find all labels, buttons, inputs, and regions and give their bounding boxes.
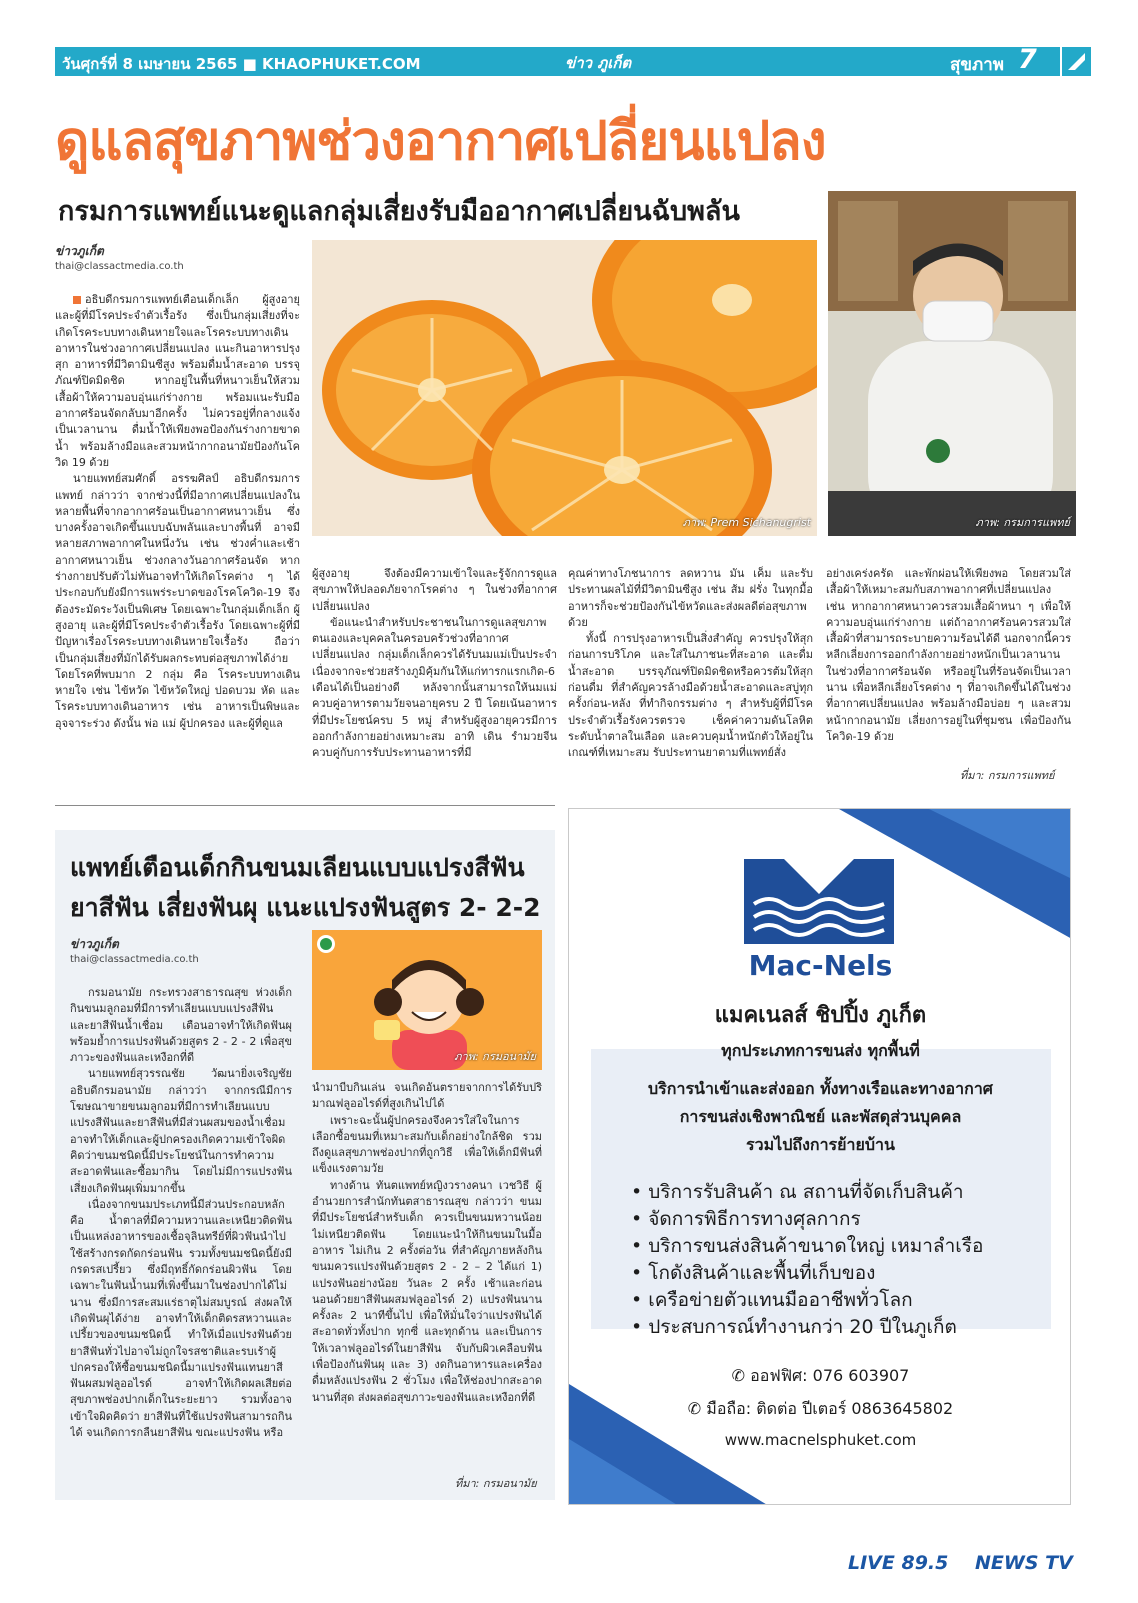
article1-column-3: [568, 566, 813, 792]
ad-desc-3: รวมไปถึงการย้ายบ้าน: [746, 1135, 895, 1154]
doctor-illustration: [828, 191, 1076, 536]
bullet-square-icon: [73, 296, 81, 304]
article2-title-line-2: ยาสีฟัน เสี่ยงฟันผุ แนะแปรงฟันสูตร 2- 2-2: [70, 893, 541, 922]
ad-service-item: • ประสบการณ์ทำงานกว่า 20 ปีในภูเก็ต: [631, 1316, 957, 1338]
article1-column-1: [55, 292, 300, 808]
phone-icon: ✆: [731, 1366, 746, 1385]
footer-news-logo: NEWS TV: [975, 1552, 1073, 1574]
paragraph: นายแพทย์สมศักดิ์ อรรฆศิลป์ อธิบดีกรมการแพทย์ กล่าวว่า จากช่วงนี้ที่มีอากาศเปลี่ยนแปลงในหลายพื้นที่จากอากาศร้อนเป็นอากาศหนาวเย็น ซึ่งบางครั้งอาจเกิดขึ้นแบบฉับพลันและบางพื้นที่ อาจมีหลายสภาพอากาศในหนึ่งวัน เช่น ช่วงค่ำและเช้าอากาศหนาวเย็น ช่วงกลางวันอากาศร้อนจัด หากร่างกายปรับตัวไม่ทันอาจทำให้เกิดโรคต่าง ๆ ได้ ประกอบกับยังมีการแพร่ระบาดของโรคโควิด-19 จึงต้องระมัดระวังเป็นพิเศษ โดยเฉพาะในกลุ่มเด็กเล็ก ผู้สูงอายุ และผู้ที่มีโรคประจำตัวเรื้อรัง โดยเฉพาะผู้ที่มีปัญหาเรื่องโรคระบบทางเดินหายใจเรื้อรัง ถือว่าเป็นกลุ่มเสี่ยงที่มักได้รับผลกระทบต่อสุขภาพได้ง่าย โดยโรคที่พบมาก 2 กลุ่ม คือ โรคระบบทางเดินหายใจ เช่น ไข้หวัด ไข้หวัดใหญ่ ปอดบวม หัด และโรคระบบทางเดินอาหาร เช่น อาหารเป็นพิษและอุจจาระร่วง ดังนั้น พ่อ แม่ ผู้ปกครอง และผู้ที่ดูแล: [55, 472, 300, 730]
ad-mobile-phone[interactable]: ✆ มือถือ: ติดต่อ ปีเตอร์ 0863645802: [687, 1399, 954, 1418]
paragraph: ผู้สูงอายุ จึงต้องมีความเข้าใจและรู้จักการดูแลสุขภาพให้ปลอดภัยจากโรคต่าง ๆ ในช่วงที่อากาศเปลี่ยนแปลง: [312, 567, 557, 613]
photo-credit: ภาพ: กรมการแพทย์: [975, 516, 1070, 529]
footer-live-logo: LIVE 89.5: [848, 1552, 949, 1574]
paragraph: กรมอนามัย กระทรวงสาธารณสุข ห่วงเด็กกินขนมลูกอมที่มีการทำเลียนแบบแปรงสีฟันและยาสีฟันน้ำเชื่อม เตือนอาจทำให้เกิดฟันผุ พร้อมย้ำการแปรงฟันด้วยสูตร 2 - 2 - 2 เพื่อสุขภาวะของฟันและเหงือกที่ดี: [70, 986, 292, 1065]
paragraph: นายแพทย์สุวรรณชัย วัฒนายิ่งเจริญชัย อธิบดีกรมอนามัย กล่าวว่า จากกรณีมีการโฆษณาขายขนมลูกอมที่มีการทำเลียนแบบแปรงสีฟันและยาสีฟันที่มีส่วนผสมของน้ำเชื่อม อาจทำให้เด็กและผู้ปกครองเกิดความเข้าใจผิดคิดว่าขนมชนิดนี้มีประโยชน์ในการทำความสะอาดฟันและซื้อมากิน โดยไม่มีการแปรงฟัน เสี่ยงเกิดฟันผุเพิ่มมากขึ้น: [70, 1067, 292, 1195]
ad-service-item: • จัดการพิธีการทางศุลกากร: [631, 1208, 861, 1230]
headline: ดูแลสุขภาพช่วงอากาศเปลี่ยนแปลง: [55, 111, 826, 172]
paragraph: อย่างเคร่งครัด และพักผ่อนให้เพียงพอ โดยสวมใส่เสื้อผ้าให้เหมาะสมกับสภาพอากาศที่เปลี่ยนแปลง เช่น หากอากาศหนาวควรสวมเสื้อผ้าหนา ๆ เพื่อให้ความอบอุ่นแก่ร่างกาย แต่ถ้าอากาศร้อนควรสวมใส่เสื้อผ้าที่สามารถระบายความร้อนได้ดี นอกจากนี้ควรหลีกเลี่ยงการออกกำลังกายอย่างหนักเป็นเวลานานในช่วงที่อากาศร้อนจัด หรืออยู่ในที่ร้อนจัดเป็นเวลานาน เพื่อหลีกเลี่ยงโรคต่าง ๆ ที่อาจเกิดขึ้นได้ในช่วงที่อากาศเปลี่ยนแปลง พร้อมล้างมือบ่อย ๆ และสวมหน้ากากอนามัย เลี่ยงการอยู่ในที่ชุมชน เพื่อป้องกันโควิด-19 ด้วย: [826, 567, 1071, 743]
ad-desc-2: การขนส่งเชิงพาณิชย์ และพัสดุส่วนบุคคล: [679, 1107, 962, 1126]
article2-title: [70, 848, 550, 928]
ad-brand: Mac-Nels: [748, 949, 893, 982]
article2-byline: [70, 935, 199, 965]
ad-website-link[interactable]: www.macnelsphuket.com: [724, 1431, 917, 1449]
ad-service-item: • บริการขนส่งสินค้าขนาดใหญ่ เหมาลำเรือ: [631, 1235, 984, 1257]
macnels-logo-icon: [744, 859, 894, 944]
byline-name: ข่าวภูเก็ต: [55, 244, 104, 258]
byline-email: thai@classactmedia.co.th: [70, 954, 199, 965]
ad-name-th: แมคเนลส์ ชิปปิ้ง ภูเก็ต: [714, 1003, 927, 1028]
ad-service-item: • โกดังสินค้าและพื้นที่เก็บของ: [631, 1262, 876, 1284]
paragraph: ทั้งนี้ การปรุงอาหารเป็นสิ่งสำคัญ ควรปรุงให้สุกก่อนการบริโภค และใส่ในภาชนะที่สะอาด และดื่มน้ำสะอาด บรรจุภัณฑ์ปิดมิดชิดหรือควรต้มให้สุกก่อนดื่ม ที่สำคัญควรล้างมือด้วยน้ำสะอาดและสบู่ทุกครั้งก่อน-หลัง ที่ทำกิจกรรมต่าง ๆ สำหรับผู้ที่มีโรคประจำตัวเรื้อรังควรตรวจ เช็คค่าความดันโลหิต ระดับน้ำตาลในเลือด และควบคุมน้ำหนักตัวให้อยู่ในเกณฑ์ที่เหมาะสม รับประทานยาตามที่แพทย์สั่ง: [568, 632, 813, 760]
header-section: สุขภาพ: [950, 55, 1004, 75]
article2-title-line-1: แพทย์เตือนเด็กกินขนมเลียนแบบแปรงสีฟัน: [70, 853, 525, 882]
byline-email: thai@classactmedia.co.th: [55, 261, 184, 272]
article1-column-2: [312, 566, 557, 792]
paragraph: ทางด้าน ทันตแพทย์หญิงวรางคนา เวชวิธี ผู้อำนวยการสำนักทันตสาธารณสุข กล่าวว่า ขนมที่มีประโยชน์สำหรับเด็ก ควรเป็นขนมหวานน้อย ไม่เหนียวติดฟัน โดยแนะนำให้กินขนมในมื้ออาหาร ไม่เกิน 2 ครั้งต่อวัน ที่สำคัญภายหลังกินขนมควรแปรงฟันด้วยสูตร 2 - 2 – 2 ได้แก่ 1) แปรงฟันอย่างน้อย วันละ 2 ครั้ง เช้าและก่อนนอนด้วยยาสีฟันผสมฟลูออไรด์ 2) แปรงฟันนานครั้งละ 2 นาทีขึ้นไป เพื่อให้มั่นใจว่าแปรงฟันได้สะอาดทั่วทั้งปาก ทุกซี่ และทุกด้าน และเป็นการให้เวลาฟลูออไรด์ในยาสีฟัน จับกับผิวเคลือบฟันเพื่อป้องกันฟันผุ และ 3) งดกินอาหารและเครื่องดื่มหลังแปรงฟัน 2 ชั่วโมง เพื่อให้ช่องปากสะอาดนานที่สุด ส่งผลต่อสุขภาวะของฟันและเหงือกที่ดี: [312, 1178, 542, 1404]
paragraph: เนื่องจากขนมประเภทนี้มีส่วนประกอบหลัก คือ น้ำตาลที่มีความหวานและเหนียวติดฟัน เป็นแหล่งอาหารของเชื้อจุลินทรีย์ที่ผิวฟันนำไปใช้สร้างกรดกัดกร่อนฟัน รวมทั้งขนมชนิดนี้ยังมีกรดรสเปรี้ยว ซึ่งมีฤทธิ์กัดกร่อนผิวฟัน โดยเฉพาะในฟันน้ำนมที่เพิ่งขึ้นมาในช่องปากได้ไม่นาน ซึ่งมีการสะสมแร่ธาตุไม่สมบูรณ์ ส่งผลให้เกิดฟันผุได้ง่าย อาจทำให้เด็กติดรสหวานและเปรี้ยวของขนมชนิดนี้ ทำให้เมื่อแปรงฟันด้วยยาสีฟันทั่วไปอาจไม่ถูกใจรสชาติและรบเร้าผู้ปกครองให้ซื้อขนมชนิดนี้มาแปรงฟันแทนยาสีฟันผสมฟลูออไรด์ อาจทำให้เกิดผลเสียต่อสุขภาพช่องปากเด็กในระยะยาว รวมทั้งอาจเข้าใจผิดคิดว่า ยาสีฟันที่ใช้แปรงฟันสามารถกินได้ จนเกิดการกลืนยาสีฟัน ขณะแปรงฟัน หรือ: [70, 1197, 292, 1440]
page-number: 7: [1018, 44, 1037, 75]
ad-service-item: • เครือข่ายตัวแทนมืออาชีพทั่วโลก: [631, 1289, 913, 1311]
paragraph: อธิบดีกรมการแพทย์เตือนเด็กเล็ก ผู้สูงอายุ และผู้ที่มีโรคประจำตัวเรื้อรัง ซึ่งเป็นกลุ่มเสี่ยงที่จะเกิดโรคระบบทางเดินหายใจและโรคระบบทางเดินอาหารในช่วงอากาศเปลี่ยนแปลง แนะกินอาหารปรุงสุก อาหารที่มีวิตามินซีสูง พร้อมดื่มน้ำสะอาด บรรจุภัณฑ์ปิดมิดชิด หากอยู่ในพื้นที่หนาวเย็นให้สวมเสื้อผ้าให้ความอบอุ่นแก่ร่างกาย พร้อมแนะรับมืออากาศร้อนจัดกลับมาอีกครั้ง ไม่ควรอยู่ที่กลางแจ้งเป็นเวลานาน ดื่มน้ำให้เพียงพอป้องกันร่างกายขาดน้ำ พร้อมล้างมือและสวมหน้ากากอนามัยป้องกันโควิด 19 ด้วย: [55, 293, 300, 469]
macnels-advertisement[interactable]: [568, 808, 1071, 1505]
photo-credit: ภาพ: Prem Sichanugrist: [682, 516, 811, 529]
corner-mark-icon: [1062, 47, 1091, 76]
ad-tagline: ทุกประเภทการขนส่ง ทุกพื้นที่: [721, 1041, 920, 1060]
paragraph: เพราะฉะนั้นผู้ปกครองจึงควรใส่ใจในการเลือกซื้อขนมที่เหมาะสมกับเด็กอย่างใกล้ชิด รวมถึงดูแลสุขภาพช่องปากที่ถูกวิธี เพื่อให้เด็กมีฟันที่แข็งแรงตามวัย: [312, 1113, 542, 1176]
paragraph: ข้อแนะนำสำหรับประชาชนในการดูแลสุขภาพตนเองและบุคคลในครอบครัวช่วงที่อากาศเปลี่ยนแปลง กลุ่มเด็กเล็กควรได้รับนมแม่เป็นประจำ เนื่องจากจะช่วยสร้างภูมิคุ้มกันให้แก่ทารกแรกเกิด-6 เดือนได้เป็นอย่างดี หลังจากนั้นสามารถให้นมแม่ควบคู่อาหารตามวัยจนอายุครบ 2 ปี โดยเน้นอาหารที่มีประโยชน์ครบ 5 หมู่ สำหรับผู้สูงอายุควรมีการออกกำลังกายอย่างเหมาะสม อาทิ เดิน รำมวยจีน ควบคู่กับการรับประทานอาหารที่มี: [312, 615, 557, 760]
article2-column-1: [70, 985, 292, 1490]
girl-toothbrush-photo: [312, 930, 542, 1070]
ad-office-phone[interactable]: ✆ ออฟฟิศ: 076 603907: [731, 1366, 910, 1385]
article1-byline: [55, 242, 184, 272]
article1-column-4: [826, 566, 1071, 760]
ad-services-list: [631, 1179, 983, 1341]
article2-source: ที่มา: กรมอนามัย: [455, 1477, 537, 1490]
article1-source: ที่มา: กรมการแพทย์: [960, 769, 1055, 782]
divider: [55, 805, 555, 806]
ad-service-item: • บริการรับสินค้า ณ สถานที่จัดเก็บสินค้า: [631, 1181, 964, 1203]
photo-credit: ภาพ: กรมอนามัย: [454, 1050, 536, 1063]
header-date-site: วันศุกร์ที่ 8 เมษายน 2565 ■ KHAOPHUKET.COM: [62, 55, 421, 73]
subheadline: กรมการแพทย์แนะดูแลกลุ่มเสี่ยงรับมืออากาศเปลี่ยนฉับพลัน: [58, 196, 740, 227]
ad-desc-1: บริการนำเข้าและส่งออก ทั้งทางเรือและทางอากาศ: [648, 1079, 993, 1098]
paragraph: นำมาบีบกินเล่น จนเกิดอันตรายจากการได้รับปริมาณฟลูออไรด์ที่สูงเกินไปได้: [312, 1081, 542, 1111]
header-logo: ข่าว ภูเก็ต: [565, 54, 632, 72]
mobile-icon: ✆: [687, 1399, 702, 1418]
doctor-photo: [828, 191, 1076, 536]
orange-photo: [312, 240, 817, 536]
byline-name: ข่าวภูเก็ต: [70, 937, 119, 951]
paragraph: คุณค่าทางโภชนาการ ลดหวาน มัน เค็ม และรับประทานผลไม้ที่มีวิตามินซีสูง เช่น ส้ม ฝรั่ง ในทุกมื้ออาหารก็จะช่วยป้องกันไข้หวัดและส่งผลดีต่อสุขภาพด้วย: [568, 567, 813, 629]
orange-illustration: [312, 240, 817, 536]
article2-column-2: [312, 1080, 542, 1472]
